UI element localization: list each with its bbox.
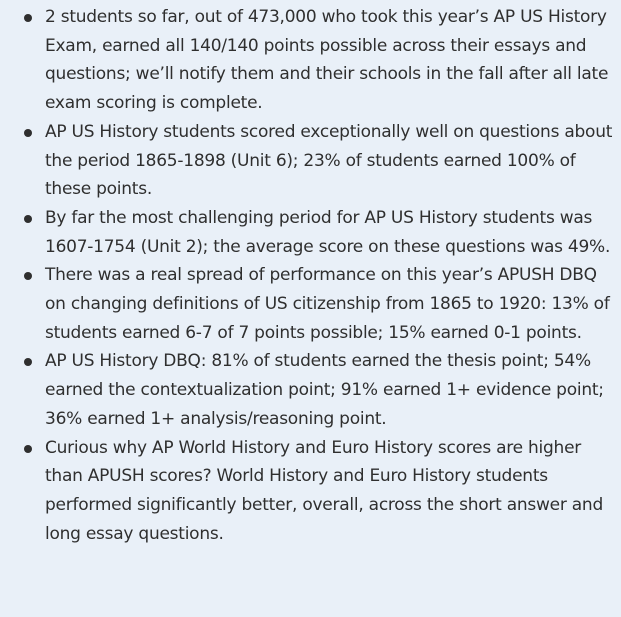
stats-bullet-list — [0, 3, 621, 548]
list-item — [0, 204, 621, 261]
list-item — [0, 3, 621, 118]
bullet-text: AP US History DBQ: 81% of students earned the thesis point; 54% earned the contextualization point; 91% earned 1+ evidence point; 36% earned 1+ analysis/reasoning point. — [45, 351, 604, 429]
list-item — [0, 347, 621, 433]
bullet-dot-icon — [24, 129, 32, 137]
bullet-text: 2 students so far, out of 473,000 who took this year’s AP US History Exam, earned all 140/140 points possible across their essays and questions; we’ll notify them and their schools in the fall after all late exam scoring is complete. — [45, 7, 609, 114]
bullet-text: By far the most challenging period for AP US History students was 1607-1754 (Unit 2); the average score on these questions was 49%. — [45, 207, 611, 257]
bullet-dot-icon — [24, 215, 32, 223]
list-item — [0, 261, 621, 347]
bullet-dot-icon — [24, 358, 32, 366]
bullet-text: Curious why AP World History and Euro History scores are higher than APUSH scores? World History and Euro History students performed significantly better, overall, across the short answer and long essay questions. — [45, 437, 603, 544]
bullet-text: AP US History students scored exceptionally well on questions about the period 1865-1898 (Unit 6); 23% of students earned 100% of these points. — [45, 121, 613, 200]
bullet-dot-icon — [24, 445, 32, 453]
list-item — [0, 118, 621, 204]
bullet-dot-icon — [24, 14, 32, 22]
bullet-dot-icon — [24, 272, 32, 280]
list-item — [0, 434, 621, 549]
bullet-text: There was a real spread of performance on this year’s APUSH DBQ on changing definitions of US citizenship from 1865 to 1920: 13% of students earned 6-7 of 7 points possible; 15% earned 0-1 points. — [45, 265, 610, 343]
